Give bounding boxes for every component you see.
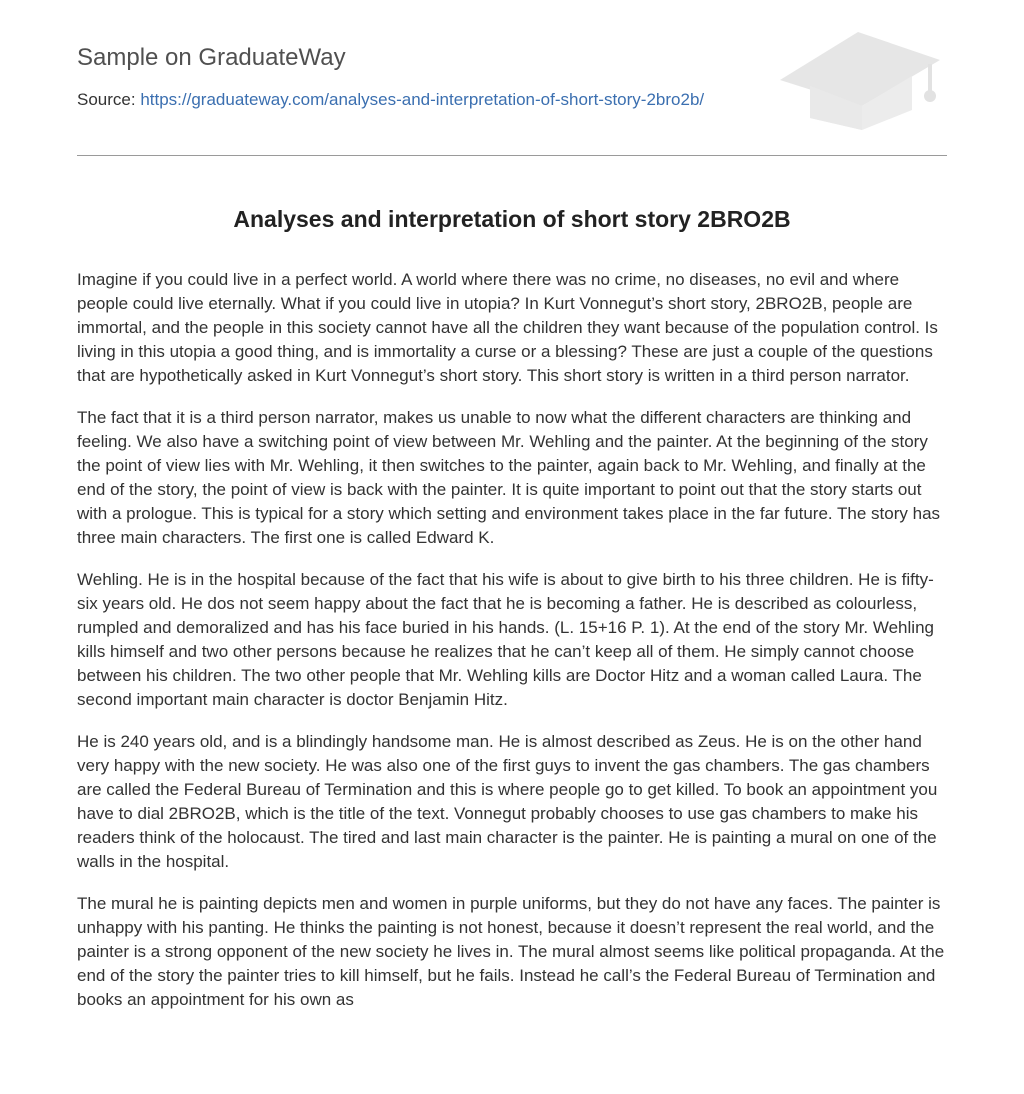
header-divider [77,155,947,156]
source-label: Source: [77,90,136,109]
source-line [77,90,704,110]
article-body [77,268,947,1030]
page-header [77,0,947,156]
article-paragraph: Wehling. He is in the hospital because of the fact that his wife is about to give birth to his three children. He is fifty-six years old. He dos not seem happy about the fact that he is becoming a father. He is described as colourless, rumpled and demoralized and has his face buried in his hands. (L. 15+16 P. 1). At the end of the story Mr. Wehling kills himself and two other persons because he realizes that he can’t keep all of them. He simply cannot choose between his children. The two other people that Mr. Wehling kills are Doctor Hitz and a woman called Laura. The second important main character is doctor Benjamin Hitz. [77,570,934,709]
article-paragraph: The mural he is painting depicts men and women in purple uniforms, but they do not have any faces. The painter is unhappy with his panting. He thinks the painting is not honest, because it doesn’t represent the real world, and the painter is a strong opponent of the new society he lives in. The mural almost seems like political propaganda. At the end of the story the painter tries to kill himself, but he fails. Instead he call’s the Federal Bureau of Termination and books an appointment for his own as [77,894,945,1009]
source-link[interactable]: https://graduateway.com/analyses-and-interpretation-of-short-story-2bro2b/ [140,90,705,109]
article-paragraph: He is 240 years old, and is a blindingly handsome man. He is almost described as Zeus. He is on the other hand very happy with the new society. He was also one of the first guys to invent the gas chambers. The gas chambers are called the Federal Bureau of Termination and this is where people go to get killed. To book an appointment you have to dial 2BRO2B, which is the title of the text. Vonnegut probably chooses to use gas chambers to make his readers think of the holocaust. The tired and last main character is the painter. He is painting a mural on one of the walls in the hospital. [77,732,938,871]
graduation-cap-icon [780,30,946,134]
article-paragraph: The fact that it is a third person narrator, makes us unable to now what the different characters are thinking and feeling. We also have a switching point of view between Mr. Wehling and the painter. At the beginning of the story the point of view lies with Mr. Wehling, it then switches to the painter, again back to Mr. Wehling, and finally at the end of the story, the point of view is back with the painter. It is quite important to point out that the story starts out with a prologue. This is typical for a story which setting and environment takes place in the far future. The story has three main characters. The first one is called Edward K. [77,408,941,547]
article-title: Analyses and interpretation of short story 2BRO2B [233,206,791,232]
site-title: Sample on GraduateWay [77,44,346,71]
article-paragraph: Imagine if you could live in a perfect world. A world where there was no crime, no diseases, no evil and where people could live eternally. What if you could live in utopia? In Kurt Vonnegut’s short story, 2BRO2B, people are immortal, and the people in this society cannot have all the children they want because of the population control. Is living in this utopia a good thing, and is immortality a curse or a blessing? These are just a couple of the questions that are hypothetically asked in Kurt Vonnegut’s short story. This short story is written in a third person narrator. [77,270,938,385]
